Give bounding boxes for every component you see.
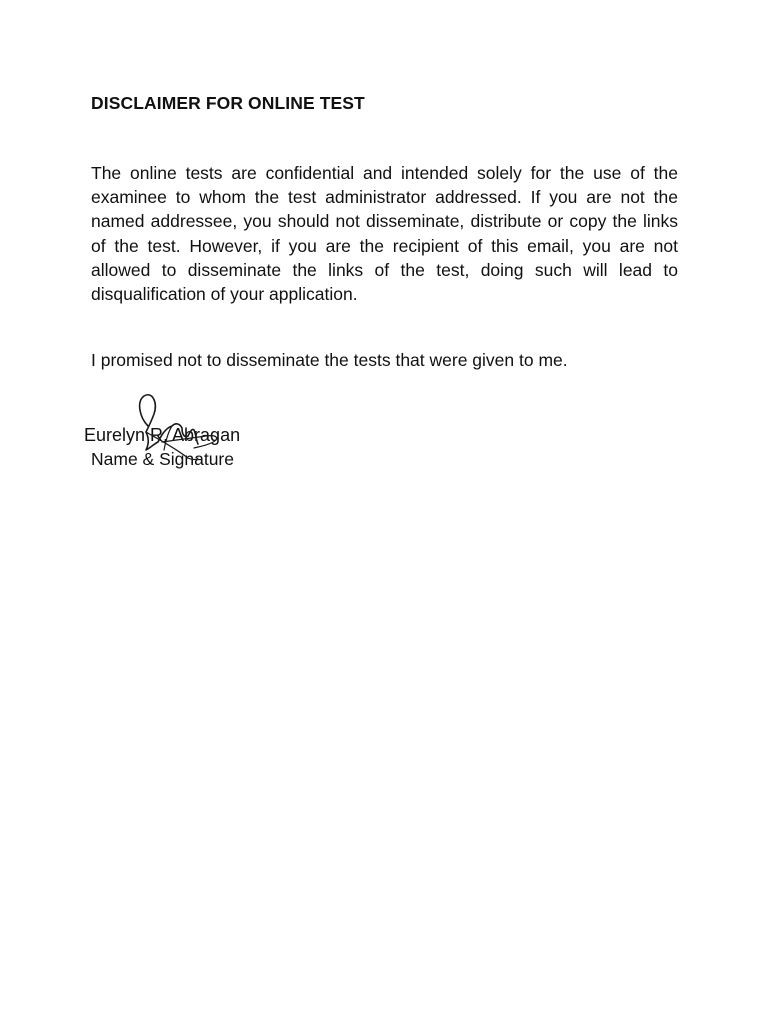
promise-statement: I promised not to disseminate the tests that were given to me. — [91, 350, 568, 370]
handwritten-signature-icon — [118, 388, 248, 473]
document-title: DISCLAIMER FOR ONLINE TEST — [91, 93, 365, 113]
disclaimer-paragraph: The online tests are confidential and intended solely for the use of the examinee to whom the test administrator addressed. If you are not the named addressee, you should not disseminate, distribute or copy the links of the test. However, if you are the recipient of this email, you are not allowed to disseminate the links of the test, doing such will lead to disqualification of your application. — [91, 163, 678, 305]
signature-caption: Name & Signature — [91, 449, 234, 469]
signatory-name: Eurelyn R. Abragan — [84, 425, 241, 445]
